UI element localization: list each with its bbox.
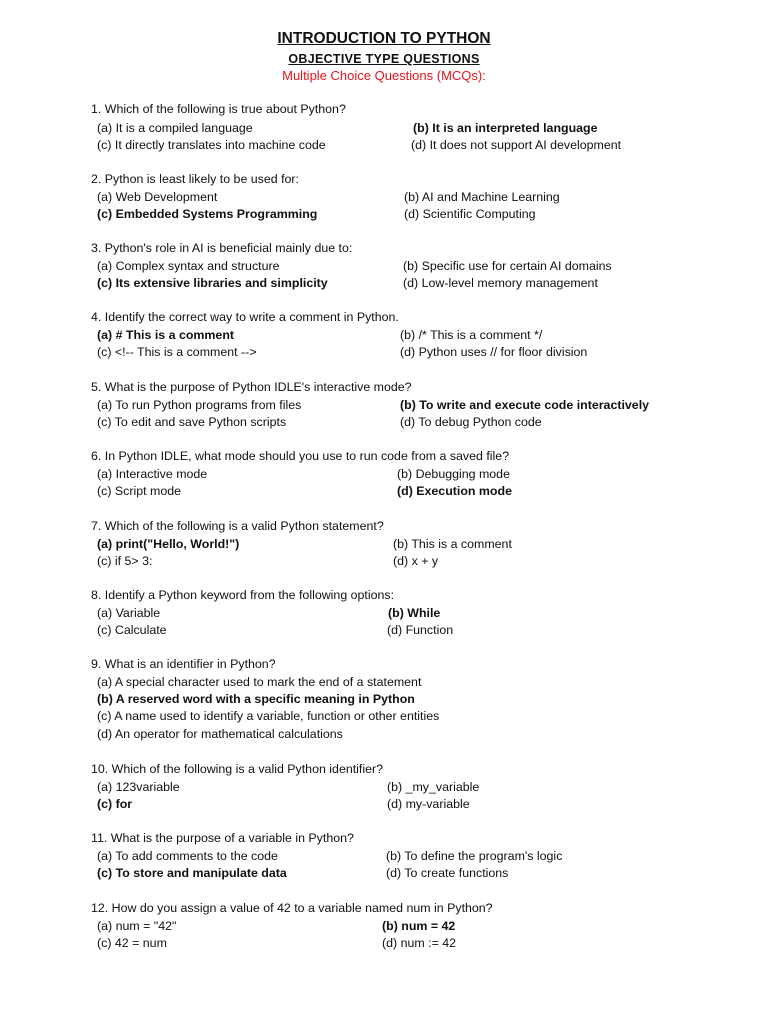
question-9-option-c: (c) A name used to identify a variable, function or other entities <box>97 709 440 723</box>
question-1-text: 1. Which of the following is true about Python? <box>91 102 346 116</box>
question-7-option-a-correct: (a) print("Hello, World!") <box>97 537 240 551</box>
question-3-option-d: (d) Low-level memory management <box>403 276 598 290</box>
question-1-option-d: (d) It does not support AI development <box>411 138 622 152</box>
question-2-option-d: (d) Scientific Computing <box>404 207 536 221</box>
question-10-text: 10. Which of the following is a valid Python identifier? <box>91 762 384 776</box>
question-12-option-b-correct: (b) num = 42 <box>382 919 456 933</box>
question-9-option-a: (a) A special character used to mark the end of a statement <box>97 675 422 689</box>
question-2-option-a: (a) Web Development <box>97 190 218 204</box>
question-11-option-c-correct: (c) To store and manipulate data <box>97 866 287 880</box>
question-12-option-d: (d) num := 42 <box>382 936 457 950</box>
question-3-option-a: (a) Complex syntax and structure <box>97 259 280 273</box>
question-10-option-c-correct: (c) for <box>97 797 133 811</box>
question-9-option-d: (d) An operator for mathematical calculations <box>97 727 343 741</box>
question-9-option-b-correct: (b) A reserved word with a specific meaning in Python <box>97 692 415 706</box>
question-5-option-c: (c) To edit and save Python scripts <box>97 415 287 429</box>
question-4-option-d: (d) Python uses // for floor division <box>400 345 588 359</box>
question-1-option-b-correct: (b) It is an interpreted language <box>413 121 598 135</box>
question-6-text: 6. In Python IDLE, what mode should you use to run code from a saved file? <box>91 449 510 463</box>
question-1-option-c: (c) It directly translates into machine code <box>97 138 326 152</box>
question-9-text: 9. What is an identifier in Python? <box>91 657 276 671</box>
question-7-text: 7. Which of the following is a valid Python statement? <box>91 519 384 533</box>
question-8-option-d: (d) Function <box>387 623 454 637</box>
question-2-option-c-correct: (c) Embedded Systems Programming <box>97 207 318 221</box>
question-8-option-a: (a) Variable <box>97 606 161 620</box>
question-7-option-c: (c) if 5> 3: <box>97 554 153 568</box>
question-6-option-a: (a) Interactive mode <box>97 467 208 481</box>
question-10-option-b: (b) _my_variable <box>387 780 480 794</box>
question-11-option-b: (b) To define the program's logic <box>386 849 563 863</box>
question-5-option-a: (a) To run Python programs from files <box>97 398 302 412</box>
question-1-option-a: (a) It is a compiled language <box>97 121 253 135</box>
question-7-option-d: (d) x + y <box>393 554 439 568</box>
question-8-option-b-correct: (b) While <box>388 606 441 620</box>
document-header <box>0 30 768 84</box>
question-4-option-a-correct: (a) # This is a comment <box>97 328 235 342</box>
question-3-option-b: (b) Specific use for certain AI domains <box>403 259 612 273</box>
question-10-option-a: (a) 123variable <box>97 780 180 794</box>
question-8-option-c: (c) Calculate <box>97 623 167 637</box>
question-12-text: 12. How do you assign a value of 42 to a variable named num in Python? <box>91 901 493 915</box>
question-11-option-a: (a) To add comments to the code <box>97 849 278 863</box>
question-10-option-d: (d) my-variable <box>387 797 470 811</box>
document-subtitle: OBJECTIVE TYPE QUESTIONS <box>288 52 480 66</box>
question-2-text: 2. Python is least likely to be used for: <box>91 172 299 186</box>
question-6-option-d-correct: (d) Execution mode <box>397 484 512 498</box>
question-11-option-d: (d) To create functions <box>386 866 509 880</box>
document-title: INTRODUCTION TO PYTHON <box>277 30 491 47</box>
question-3-text: 3. Python's role in AI is beneficial mainly due to: <box>91 241 353 255</box>
question-5-option-d: (d) To debug Python code <box>400 415 542 429</box>
question-5-option-b-correct: (b) To write and execute code interactively <box>400 398 650 412</box>
mcq-section-label: Multiple Choice Questions (MCQs): <box>282 68 486 83</box>
question-4-option-c: (c) <!-- This is a comment --> <box>97 345 257 359</box>
question-11-text: 11. What is the purpose of a variable in Python? <box>91 831 354 845</box>
question-3-option-c-correct: (c) Its extensive libraries and simplicity <box>97 276 328 290</box>
question-2-option-b: (b) AI and Machine Learning <box>404 190 560 204</box>
question-6-option-b: (b) Debugging mode <box>397 467 510 481</box>
question-5-text: 5. What is the purpose of Python IDLE's interactive mode? <box>91 380 412 394</box>
question-12-option-c: (c) 42 = num <box>97 936 167 950</box>
question-4-text: 4. Identify the correct way to write a comment in Python. <box>91 310 399 324</box>
question-7-option-b: (b) This is a comment <box>393 537 512 551</box>
question-12-option-a: (a) num = "42" <box>97 919 177 933</box>
question-8-text: 8. Identify a Python keyword from the following options: <box>91 588 395 602</box>
question-4-option-b: (b) /* This is a comment */ <box>400 328 543 342</box>
question-6-option-c: (c) Script mode <box>97 484 181 498</box>
